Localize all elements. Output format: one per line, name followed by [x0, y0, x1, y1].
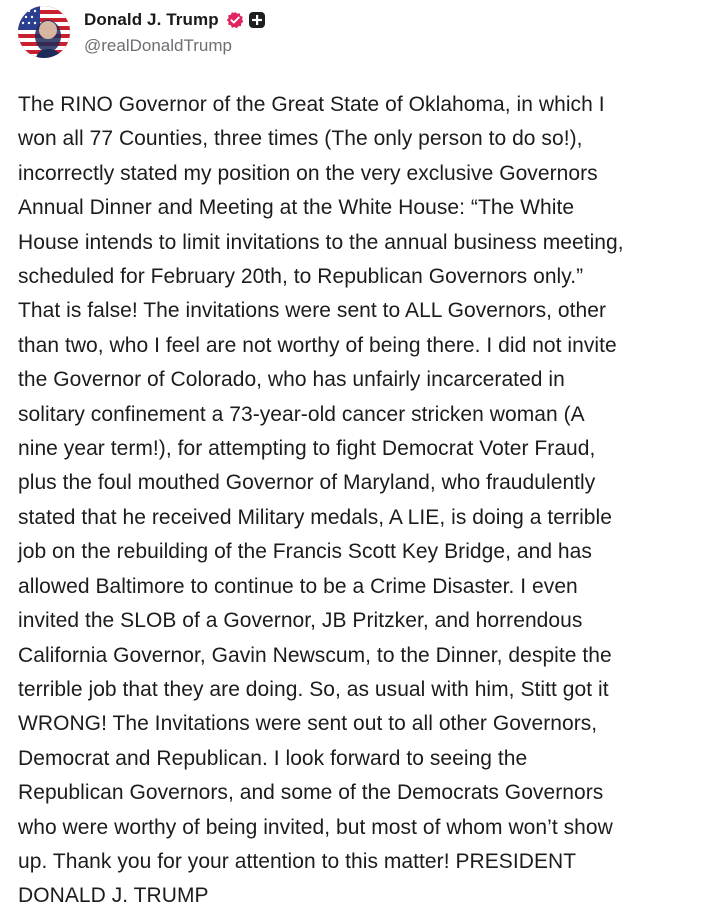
- post-line: solitary confinement a 73-year-old cancer stricken woman (A: [18, 402, 585, 426]
- post-line: than two, who I feel are not worthy of being there. I did not invite: [18, 333, 617, 357]
- post-line: House intends to limit invitations to the annual business meeting,: [18, 230, 624, 254]
- post-line: DONALD J. TRUMP: [18, 884, 209, 908]
- post-line: who were worthy of being invited, but most of whom won’t show: [18, 815, 613, 839]
- post-line: terrible job that they are doing. So, as usual with him, Stitt got it: [18, 677, 609, 701]
- post-body: [18, 88, 708, 914]
- post-line: scheduled for February 20th, to Republican Governors only.”: [18, 265, 584, 289]
- verified-badge-icon: [226, 11, 244, 29]
- post-line: incorrectly stated my position on the very exclusive Governors: [18, 161, 598, 185]
- post-line: Republican Governors, and some of the Democrats Governors: [18, 781, 604, 805]
- post-line: That is false! The invitations were sent to ALL Governors, other: [18, 299, 606, 323]
- post-line: invited the SLOB of a Governor, JB Pritzker, and horrendous: [18, 609, 583, 633]
- post-line: up. Thank you for your attention to this matter! PRESIDENT: [18, 849, 577, 873]
- post-line: WRONG! The Invitations were sent out to all other Governors,: [18, 712, 598, 736]
- post-line: job on the rebuilding of the Francis Scott Key Bridge, and has: [18, 540, 592, 564]
- avatar-flag-portrait-icon: [18, 6, 70, 58]
- plus-badge-icon: [248, 11, 266, 29]
- post-line: nine year term!), for attempting to fight Democrat Voter Fraud,: [18, 437, 596, 461]
- post-line: plus the foul mouthed Governor of Maryland, who fraudulently: [18, 471, 596, 495]
- post-line: The RINO Governor of the Great State of Oklahoma, in which I: [18, 93, 605, 116]
- post-line: Annual Dinner and Meeting at the White House: “The White: [18, 196, 575, 220]
- post-line: Democrat and Republican. I look forward to seeing the: [18, 746, 528, 770]
- post-line: the Governor of Colorado, who has unfairly incarcerated in: [18, 368, 565, 392]
- post-line: won all 77 Counties, three times (The only person to do so!),: [18, 127, 583, 151]
- post-line: allowed Baltimore to continue to be a Crime Disaster. I even: [18, 574, 578, 598]
- display-name[interactable]: Donald J. Trump: [84, 10, 219, 29]
- author-handle[interactable]: @realDonaldTrump: [84, 36, 232, 55]
- post-line: stated that he received Military medals, A LIE, is doing a terrible: [18, 505, 612, 529]
- post-line: California Governor, Gavin Newscum, to the Dinner, despite the: [18, 643, 612, 667]
- avatar[interactable]: [18, 6, 70, 58]
- author-name-row: [84, 9, 266, 31]
- post-header: [18, 6, 698, 62]
